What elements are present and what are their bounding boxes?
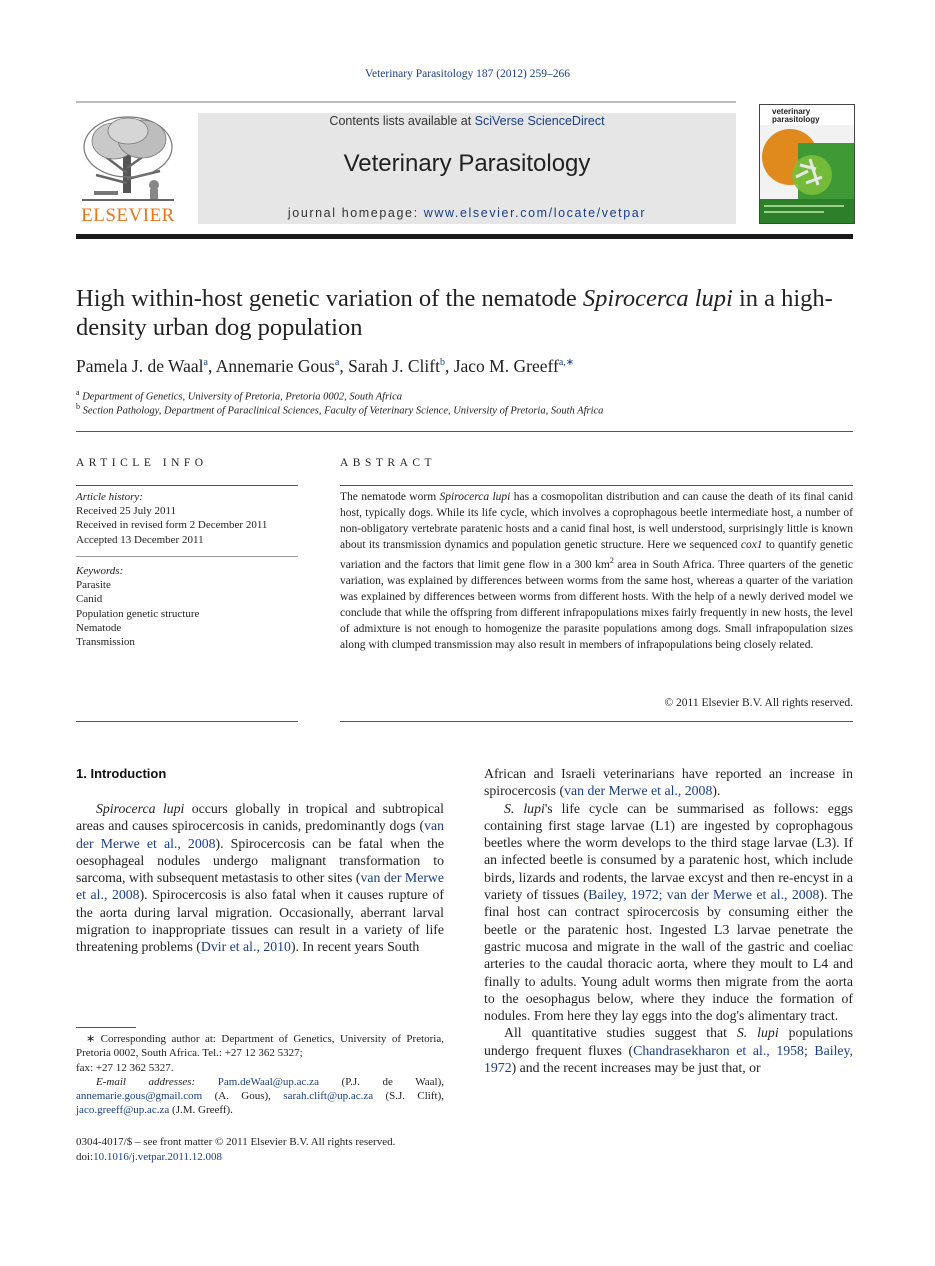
elsevier-logo[interactable] <box>76 113 180 225</box>
keywords-block <box>76 564 298 649</box>
history-label: Article history: <box>76 491 143 503</box>
body-column-left: Spirocerca lupi occurs globally in tropical and subtropical areas and causes spirocercosis in canids, predominantly dogs (van der Merwe et al., 2008). Spirocercosis can be fatal when the oesophageal nodules undergo malignant transformation to sarcoma, with subsequent metastasis to other sites (van der Merwe et al., 2008). Spirocercosis is also fatal when it causes rupture of the aorta during larval migration. Occasionally, aberrant larval migration to inappropriate tissues can result in a variety of life threatening problems (Dvir et al., 2010). In recent years South <box>76 801 445 955</box>
homepage-prefix: journal homepage: <box>287 206 424 220</box>
affiliation-divider <box>76 431 853 432</box>
journal-title: Veterinary Parasitology <box>343 150 591 177</box>
doi-link[interactable]: 10.1016/j.vetpar.2011.12.008 <box>93 1151 222 1163</box>
email-link[interactable]: annemarie.gous@gmail.com <box>76 1090 203 1103</box>
abstract-copyright: © 2011 Elsevier B.V. All rights reserved. <box>664 697 853 709</box>
abstract-bottom-rule <box>340 721 853 722</box>
title-text-2: in a high-density urban dog population <box>76 285 833 341</box>
journal-homepage-line <box>198 206 736 220</box>
citation-link[interactable]: Bailey, 1972; van der Merwe et al., 2008 <box>588 887 820 903</box>
revised-date: Received in revised form 2 December 2011 <box>76 519 268 532</box>
cover-artwork-icon <box>760 125 854 223</box>
abstract-rule <box>340 485 853 486</box>
homepage-link[interactable]: www.elsevier.com/locate/vetpar <box>423 206 647 220</box>
author-affiliation-marker[interactable]: a,∗ <box>558 357 575 368</box>
keyword: Transmission <box>76 636 135 649</box>
abstract-heading: ABSTRACT <box>340 457 437 469</box>
email-link[interactable]: Pam.deWaal@up.ac.za <box>217 1075 319 1088</box>
paragraph: African and Israeli veterinarians have reported an increase in spirocercosis (van der Merwe et al., 2008). <box>484 766 853 799</box>
citation-link[interactable]: van der Merwe et al., 2008 <box>564 783 713 799</box>
section-heading-introduction: 1. Introduction <box>76 766 167 781</box>
contents-prefix: Contents lists available at <box>329 114 475 128</box>
author-affiliation-marker[interactable]: a <box>334 357 340 368</box>
affiliation-text: Department of Genetics, University of Pretoria, Pretoria 0002, South Africa <box>82 391 403 403</box>
title-species-name: Spirocerca lupi <box>582 285 733 312</box>
front-matter <box>76 1135 476 1165</box>
sciverse-link[interactable]: SciVerse ScienceDirect <box>474 114 605 128</box>
author-name: Jaco M. Greeff <box>453 356 559 376</box>
email-link[interactable]: sarah.clift@up.ac.za <box>283 1090 374 1103</box>
author-affiliation-marker[interactable]: a <box>203 357 208 368</box>
keyword: Parasite <box>76 579 111 592</box>
paragraph: S. lupi's life cycle can be summarised as follows: eggs containing first stage larvae (L1) are ingested by coprophagous beetles where the worm develops to the third stage larvae (L3). If an infected beetle is consumed by a paratenic host, which include birds, lizards and rodents, the larvae excyst and then re-encyst in a variety of tissues (Bailey, 1972; van der Merwe et al., 2008). The final host can contract spirocercosis by consuming either the beetle or the paratenic host. Ingested L3 larvae penetrate the gastric mucosa and migrate in the wall of the gastric and coeliac arteries to the caudal thoracic aorta, where they moult to L4 and finally to adults. Young adult worms then migrate from the aorta to the oesophagus below, where they induce the formation of nodules. From here they lay eggs into the dog's alimentary tract. <box>484 800 853 1024</box>
issn-line: 0304-4017/$ – see front matter © 2011 Elsevier B.V. All rights reserved. <box>76 1136 396 1148</box>
author-list: Pamela J. de Waal$^a$, Annemarie Gous$^a$, Sarah J. Clift$^b$, Jaco M. Greeff$^{a,∗}$ <box>76 356 575 376</box>
citation-link[interactable]: van der Merwe et al., 2008 <box>76 818 444 851</box>
author-name: Sarah J. Clift <box>348 356 440 376</box>
affiliation-marker: b <box>76 402 80 411</box>
affiliation <box>76 388 856 403</box>
email-link[interactable]: jaco.greeff@up.ac.za <box>76 1104 170 1117</box>
abstract-text: The nematode worm Spirocerca lupi has a cosmopolitan distribution and can cause the death of its final canid host, typically dogs. While its life cycle, which involves a coprophagous beetle intermediate host, a number of non-obligatory vertebrate paratenic hosts and a canid final host, is well understood, surprisingly little is known about its transmission dynamics and population genetic structure. Here we sequenced cox1 to quantify genetic variation and the factors that limit gene flow in a 300 $km^2$ area in South Africa. Three quarters of the genetic variation, was explained by differences between worms from the same host, whereas a quarter of the variation was explained by differences between worms from different hosts. With the help of a newly derived model we conclude that while the offspring from different infrapopulations mixes fairly frequently in new hosts, the level of admixture is not enough to homogenize the parasite populations among dogs. Small infrapopulation sizes along with clumped transmission may also result in members of infrapopulations being closely related. <box>340 491 853 651</box>
author-affiliation-marker[interactable]: b <box>439 357 445 368</box>
keyword: Population genetic structure <box>76 607 200 620</box>
doi-line: doi:10.1016/j.vetpar.2011.12.008 <box>76 1151 222 1163</box>
affiliation <box>76 402 856 417</box>
header-divider <box>76 101 736 103</box>
keyword: Nematode <box>76 621 122 634</box>
footnote-rule <box>76 1027 136 1028</box>
received-date: Received 25 July 2011 <box>76 505 177 518</box>
article-title <box>76 284 856 342</box>
affiliation-marker: a <box>76 388 80 397</box>
author-name: Annemarie Gous <box>215 356 335 376</box>
article-info-heading: ARTICLE INFO <box>76 457 208 469</box>
article-info-bottom-rule <box>76 721 298 722</box>
keywords-label: Keywords: <box>76 565 124 577</box>
citation-link[interactable]: Chandrasekharon et al., 1958; Bailey, 1972 <box>484 1042 853 1076</box>
citation-link[interactable]: van der Merwe et al., 2008 <box>76 870 445 903</box>
cover-title: veterinary parasitology <box>772 107 820 124</box>
article-info-rule <box>76 485 298 486</box>
affiliation-text: Section Pathology, Department of Paraclinical Sciences, Faculty of Veterinary Science, University of Pretoria, South Africa <box>82 405 604 417</box>
journal-cover-thumbnail[interactable] <box>759 104 855 224</box>
keyword: Canid <box>76 593 103 606</box>
contents-line <box>198 114 736 128</box>
body-column-right <box>484 765 853 1076</box>
running-header[interactable]: Veterinary Parasitology 187 (2012) 259–266 <box>364 68 571 80</box>
author-name: Pamela J. de Waal <box>76 356 204 376</box>
masthead-rule <box>76 234 853 239</box>
corresponding-author-footnote: ∗ Corresponding author at: Department of Genetics, University of Pretoria, Pretoria 0002, South Africa. Tel.: +27 12 362 5327; fax: +27 12 362 5327. E-mail addresses: Pam.deWaal@up.ac.za (P.J. de Waal), annemarie.gous@gmail.com (A. Gous), sarah.clift@up.ac.za (S.J. Clift), jaco.greeff@up.ac.za (J.M. Greeff). <box>76 1033 444 1117</box>
citation-link[interactable]: Dvir et al., 2010 <box>200 939 291 955</box>
article-history <box>76 490 298 547</box>
title-text-1: High within-host genetic variation of the nematode <box>76 285 583 312</box>
keywords-rule <box>76 556 298 557</box>
paragraph: All quantitative studies suggest that S. lupi populations undergo frequent fluxes (Chandrasekharon et al., 1958; Bailey, 1972) and the recent increases may be just that, or <box>484 1025 853 1076</box>
accepted-date: Accepted 13 December 2011 <box>76 533 204 546</box>
elsevier-wordmark: ELSEVIER <box>81 205 175 226</box>
